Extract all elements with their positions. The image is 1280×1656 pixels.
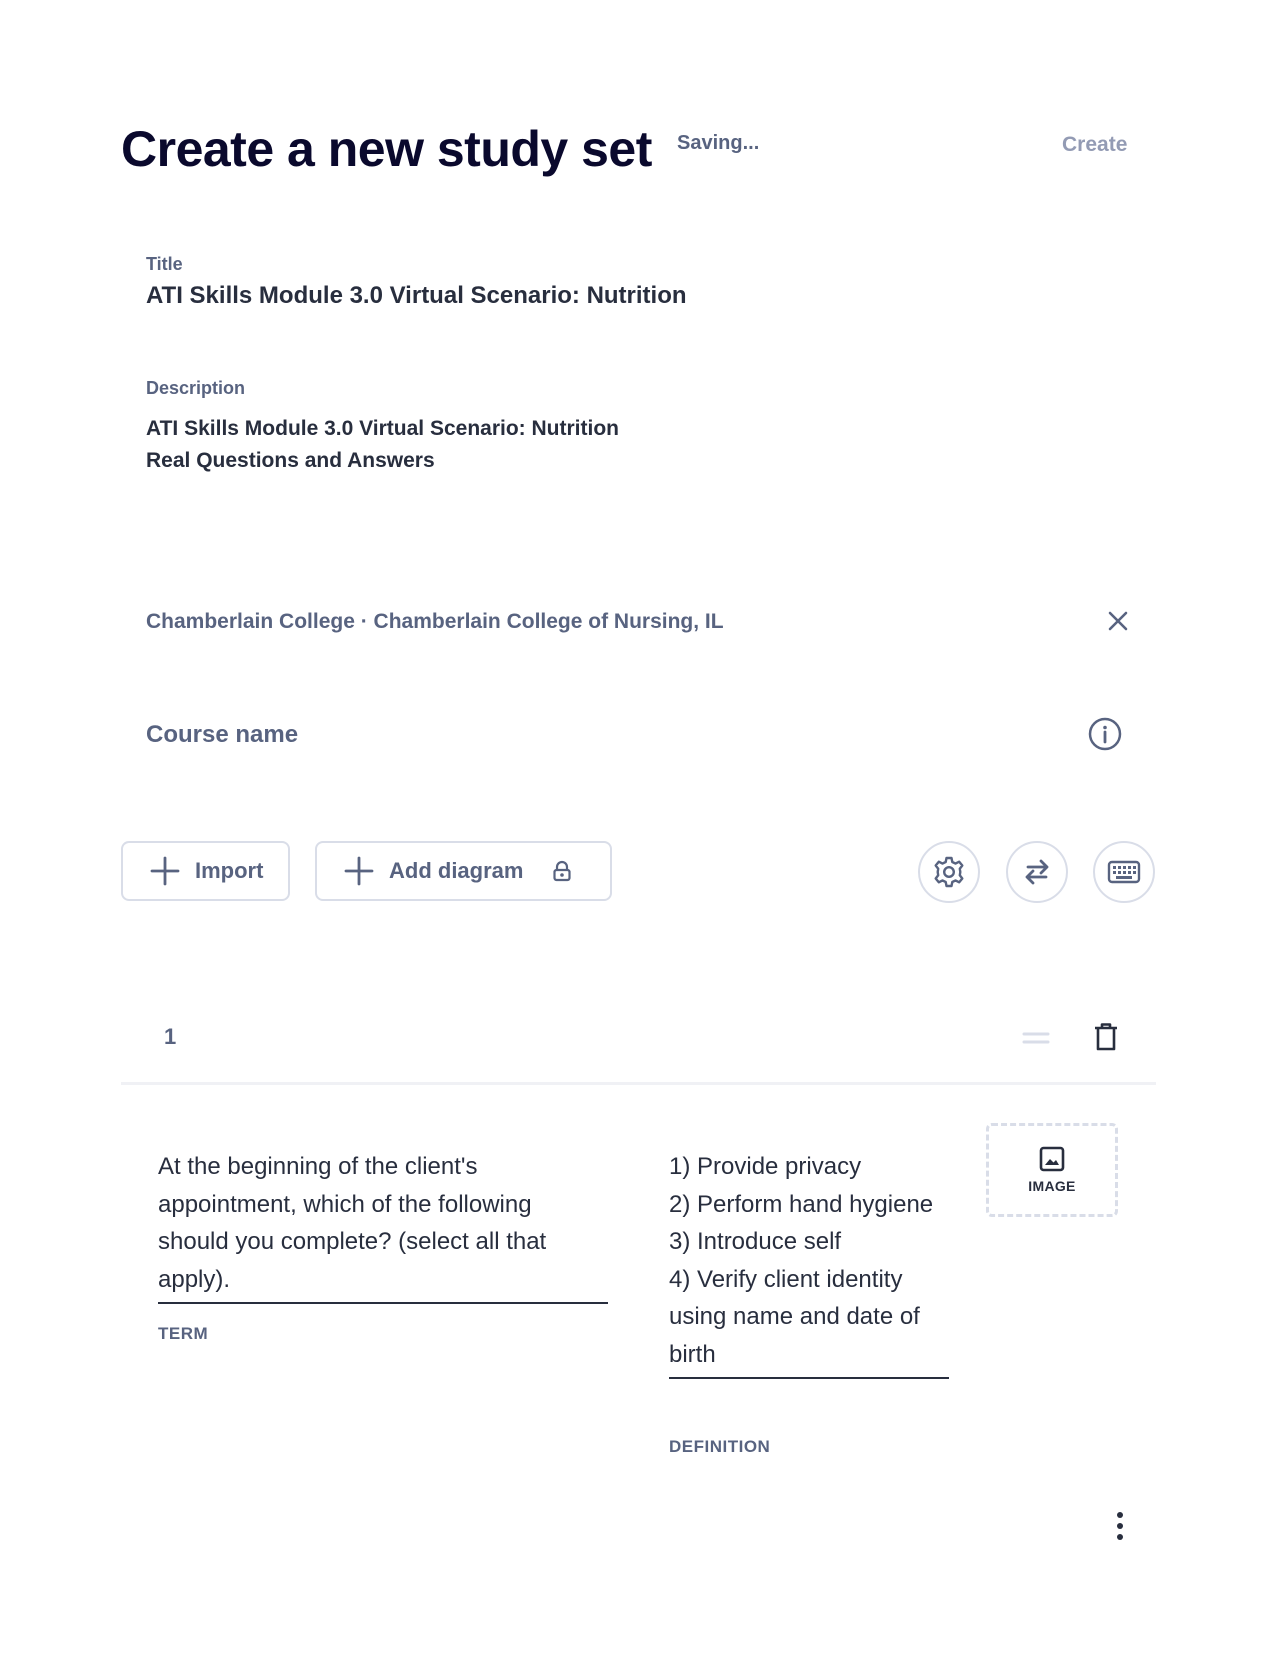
term-input[interactable]: At the beginning of the client's appointment, which of the following should you complete? (select all that apply). xyxy=(158,1148,608,1304)
image-label: IMAGE xyxy=(1028,1178,1076,1194)
saving-status: Saving... xyxy=(677,132,760,154)
add-diagram-button[interactable] xyxy=(315,841,612,901)
card-number: 1 xyxy=(164,1024,177,1049)
close-icon[interactable] xyxy=(1106,609,1130,633)
keyboard-shortcuts-button[interactable] xyxy=(1093,841,1155,903)
description-line: ATI Skills Module 3.0 Virtual Scenario: Nutrition xyxy=(146,417,619,440)
more-vertical-icon[interactable] xyxy=(1110,1510,1130,1542)
description-line: Real Questions and Answers xyxy=(146,449,435,472)
card-divider xyxy=(121,1082,1156,1085)
swap-terms-button[interactable] xyxy=(1006,841,1068,903)
definition-input[interactable] xyxy=(669,1148,949,1379)
create-button[interactable]: Create xyxy=(1062,133,1128,156)
definition-label: DEFINITION xyxy=(669,1437,771,1456)
import-label: Import xyxy=(195,858,264,883)
import-button[interactable] xyxy=(121,841,290,901)
settings-button[interactable] xyxy=(918,841,980,903)
keyboard-icon xyxy=(1107,859,1141,885)
lock-icon xyxy=(551,860,573,882)
swap-icon xyxy=(1020,855,1054,889)
plus-icon xyxy=(343,855,375,887)
definition-line: 3) Introduce self xyxy=(669,1228,842,1255)
description-label: Description xyxy=(146,378,246,398)
add-diagram-label: Add diagram xyxy=(389,858,524,883)
drag-handle-icon[interactable] xyxy=(1022,1028,1050,1048)
school-field[interactable]: Chamberlain College · Chamberlain College of Nursing, IL xyxy=(146,610,724,633)
title-input[interactable]: ATI Skills Module 3.0 Virtual Scenario: Nutrition xyxy=(146,282,687,309)
definition-line: 2) Perform hand hygiene xyxy=(669,1190,934,1218)
description-input[interactable] xyxy=(146,413,619,477)
definition-line: 1) Provide privacy xyxy=(669,1153,862,1180)
info-icon[interactable] xyxy=(1087,716,1123,752)
course-name-input[interactable] xyxy=(146,717,1046,753)
page-title: Create a new study set xyxy=(121,121,652,177)
title-label: Title xyxy=(146,254,183,274)
add-image-button[interactable] xyxy=(986,1123,1118,1217)
gear-icon xyxy=(932,855,966,889)
image-icon xyxy=(1039,1146,1065,1172)
plus-icon xyxy=(149,855,181,887)
definition-line: 4) Verify client identity using name and date of birth xyxy=(669,1265,920,1368)
trash-icon[interactable] xyxy=(1092,1022,1120,1052)
term-label: TERM xyxy=(158,1324,209,1343)
